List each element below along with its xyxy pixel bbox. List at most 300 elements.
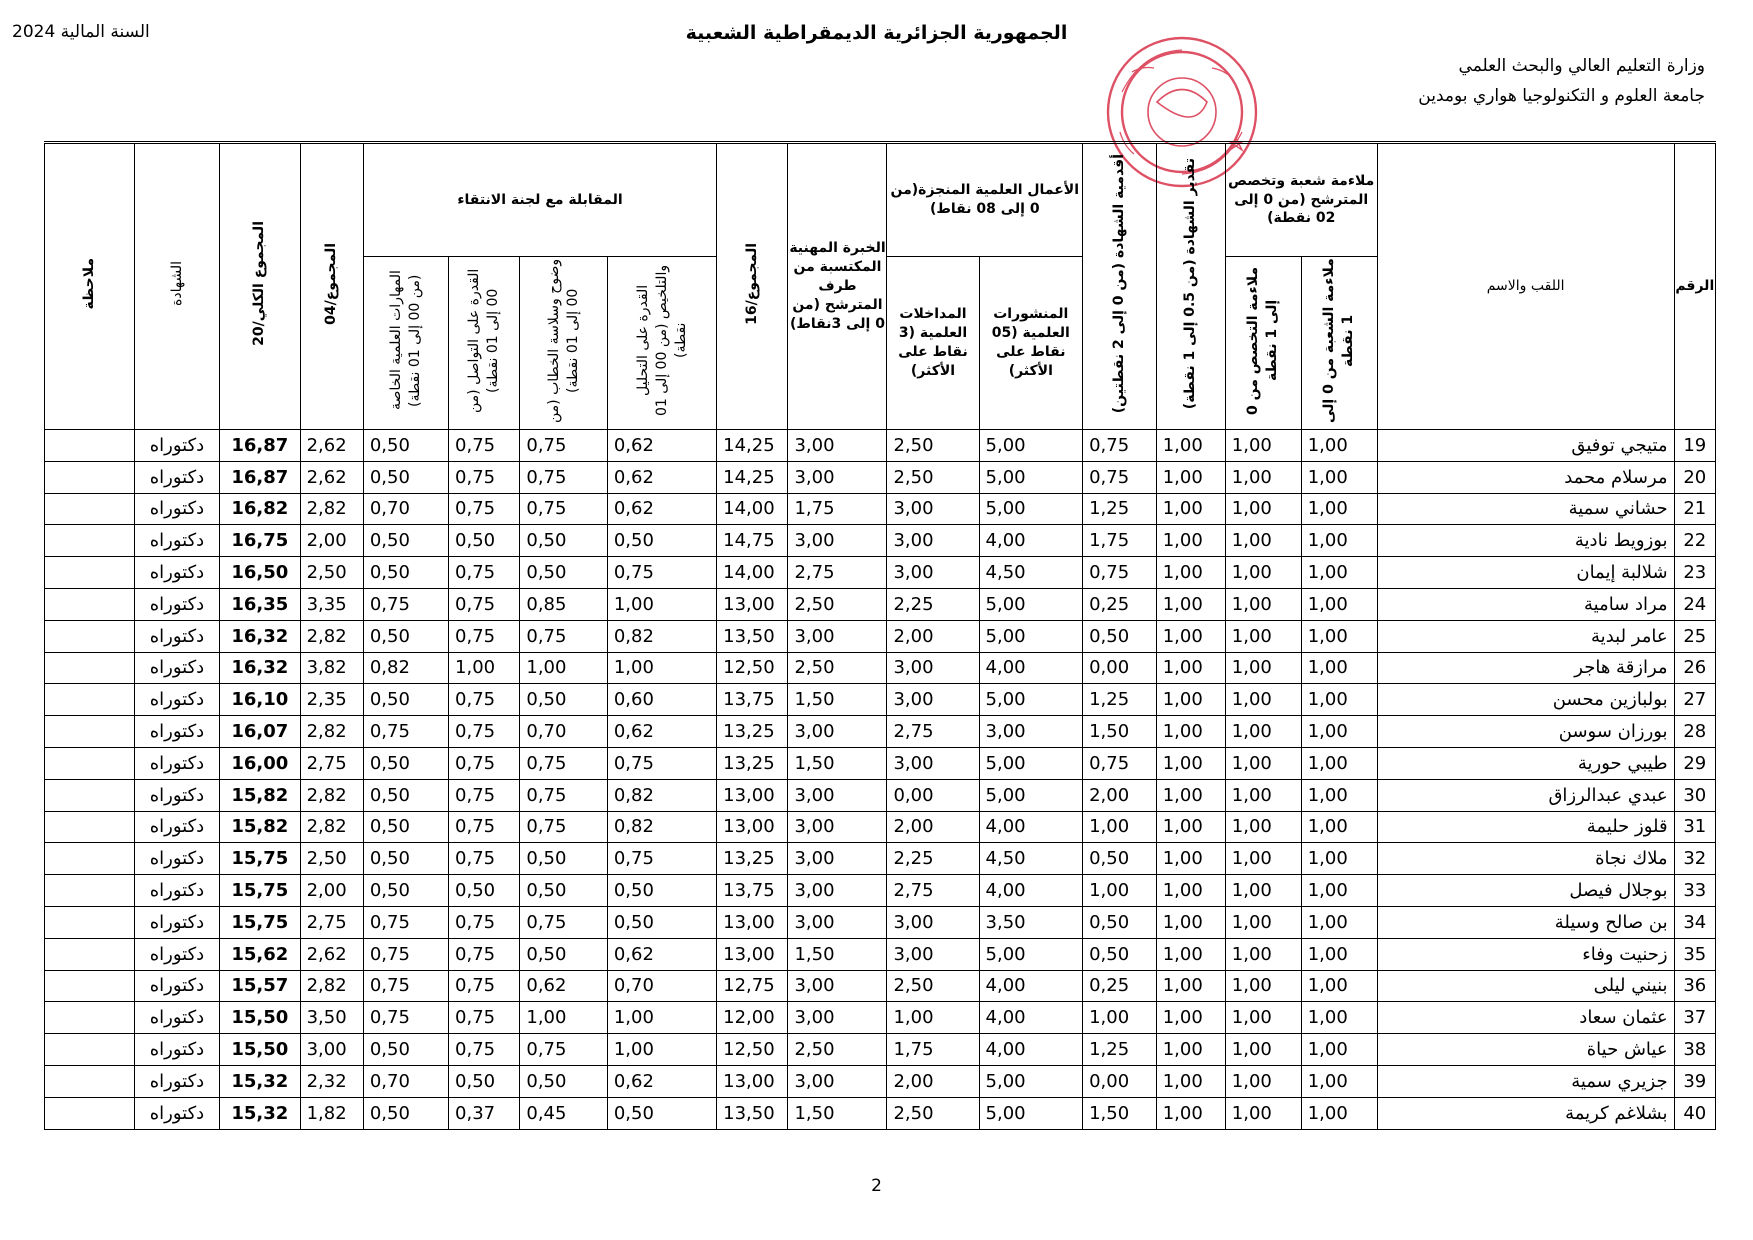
row-experience: 2,50 [788, 588, 887, 620]
row-name: عامر لبدية [1377, 620, 1674, 652]
row-publications: 5,00 [979, 1065, 1083, 1097]
row-communication: 0,75 [449, 493, 520, 525]
row-grand-total: 15,50 [220, 1034, 301, 1066]
row-degree: دكتوراه [134, 461, 219, 493]
row-publications: 4,00 [979, 525, 1083, 557]
row-communication: 0,75 [449, 811, 520, 843]
row-degree-grade: 1,00 [1156, 525, 1225, 557]
row-communications: 2,50 [887, 970, 979, 1002]
row-total04: 2,82 [300, 716, 363, 748]
row-experience: 3,00 [788, 875, 887, 907]
row-total16: 14,25 [717, 461, 788, 493]
row-number: 22 [1674, 525, 1715, 557]
row-grand-total: 15,82 [220, 811, 301, 843]
row-degree-grade: 1,00 [1156, 938, 1225, 970]
row-clarity: 0,75 [520, 779, 607, 811]
row-fit-branch: 1,00 [1301, 970, 1377, 1002]
row-communications: 2,00 [887, 811, 979, 843]
row-analysis: 0,60 [607, 684, 716, 716]
row-number: 29 [1674, 747, 1715, 779]
row-skills: 0,50 [363, 620, 448, 652]
row-fit-branch: 1,00 [1301, 1065, 1377, 1097]
row-degree-seniority: 1,75 [1083, 525, 1157, 557]
row-experience: 2,75 [788, 557, 887, 589]
row-number: 26 [1674, 652, 1715, 684]
row-grand-total: 16,32 [220, 652, 301, 684]
row-clarity: 0,45 [520, 1097, 607, 1129]
row-communications: 2,50 [887, 1097, 979, 1129]
row-name: بوجلال فيصل [1377, 875, 1674, 907]
row-communications: 3,00 [887, 684, 979, 716]
page-number: 2 [871, 1176, 882, 1196]
row-degree: دكتوراه [134, 970, 219, 1002]
row-analysis: 0,62 [607, 938, 716, 970]
row-analysis: 0,62 [607, 493, 716, 525]
header-communication: القدرة على التواصل (من 00 إلى 01 نقطة) [449, 257, 520, 430]
row-note [45, 779, 135, 811]
row-grand-total: 15,32 [220, 1097, 301, 1129]
row-degree-grade: 1,00 [1156, 461, 1225, 493]
row-grand-total: 16,75 [220, 525, 301, 557]
row-number: 30 [1674, 779, 1715, 811]
row-grand-total: 16,87 [220, 461, 301, 493]
row-communication: 0,75 [449, 430, 520, 462]
row-publications: 4,00 [979, 652, 1083, 684]
row-communication: 0,75 [449, 1002, 520, 1034]
row-skills: 0,50 [363, 1097, 448, 1129]
table-row [45, 779, 1716, 811]
row-experience: 3,00 [788, 461, 887, 493]
row-fit-specialty: 1,00 [1225, 652, 1301, 684]
row-degree: دكتوراه [134, 747, 219, 779]
row-note [45, 525, 135, 557]
row-total16: 13,00 [717, 906, 788, 938]
row-grand-total: 16,32 [220, 620, 301, 652]
header-experience: الخبرة المهنية المكتسبة من طرف المترشح (من 0 إلى 3نقاط) [788, 143, 887, 430]
row-total16: 13,75 [717, 875, 788, 907]
row-publications: 5,00 [979, 493, 1083, 525]
row-publications: 4,00 [979, 811, 1083, 843]
row-fit-specialty: 1,00 [1225, 620, 1301, 652]
row-grand-total: 15,75 [220, 906, 301, 938]
row-name: حشاني سمية [1377, 493, 1674, 525]
row-total16: 13,50 [717, 620, 788, 652]
row-fit-branch: 1,00 [1301, 620, 1377, 652]
row-fit-specialty: 1,00 [1225, 811, 1301, 843]
row-number: 20 [1674, 461, 1715, 493]
table-row [45, 1002, 1716, 1034]
row-degree-seniority: 0,75 [1083, 557, 1157, 589]
row-grand-total: 16,00 [220, 747, 301, 779]
row-degree-seniority: 0,75 [1083, 430, 1157, 462]
table-row [45, 747, 1716, 779]
header-fit-branch: ملاءمة الشعبة من 0 إلى 1 نقطة [1301, 257, 1377, 430]
row-fit-specialty: 1,00 [1225, 588, 1301, 620]
row-name: متيجي توفيق [1377, 430, 1674, 462]
university-name: جامعة العلوم و التكنولوجيا هواري بومدين [1418, 86, 1705, 106]
row-publications: 5,00 [979, 938, 1083, 970]
row-degree-grade: 1,00 [1156, 652, 1225, 684]
row-degree-grade: 1,00 [1156, 970, 1225, 1002]
row-fit-branch: 1,00 [1301, 461, 1377, 493]
row-communications: 2,00 [887, 1065, 979, 1097]
row-fit-specialty: 1,00 [1225, 557, 1301, 589]
row-note [45, 716, 135, 748]
row-fit-specialty: 1,00 [1225, 970, 1301, 1002]
row-skills: 0,82 [363, 652, 448, 684]
row-fit-specialty: 1,00 [1225, 843, 1301, 875]
row-publications: 5,00 [979, 588, 1083, 620]
row-fit-branch: 1,00 [1301, 875, 1377, 907]
row-name: ملاك نجاة [1377, 843, 1674, 875]
row-fit-branch: 1,00 [1301, 811, 1377, 843]
row-communication: 0,75 [449, 906, 520, 938]
row-experience: 3,00 [788, 430, 887, 462]
row-grand-total: 15,75 [220, 875, 301, 907]
table-row [45, 811, 1716, 843]
row-degree-seniority: 1,00 [1083, 875, 1157, 907]
row-note [45, 843, 135, 875]
row-publications: 3,50 [979, 906, 1083, 938]
row-degree-grade: 1,00 [1156, 557, 1225, 589]
row-communications: 3,00 [887, 525, 979, 557]
row-total16: 14,75 [717, 525, 788, 557]
row-fit-specialty: 1,00 [1225, 875, 1301, 907]
table-row [45, 970, 1716, 1002]
row-experience: 3,00 [788, 843, 887, 875]
row-skills: 0,75 [363, 588, 448, 620]
row-fit-branch: 1,00 [1301, 430, 1377, 462]
row-analysis: 0,82 [607, 811, 716, 843]
row-number: 37 [1674, 1002, 1715, 1034]
row-analysis: 0,50 [607, 906, 716, 938]
row-communication: 0,75 [449, 779, 520, 811]
row-communication: 0,75 [449, 684, 520, 716]
row-grand-total: 16,10 [220, 684, 301, 716]
table-row [45, 1065, 1716, 1097]
row-total04: 2,00 [300, 875, 363, 907]
row-skills: 0,50 [363, 843, 448, 875]
row-analysis: 0,75 [607, 747, 716, 779]
row-name: جزيري سمية [1377, 1065, 1674, 1097]
row-publications: 5,00 [979, 620, 1083, 652]
row-name: قلوز حليمة [1377, 811, 1674, 843]
row-total04: 1,82 [300, 1097, 363, 1129]
table-row [45, 716, 1716, 748]
row-communications: 3,00 [887, 557, 979, 589]
row-degree-seniority: 0,00 [1083, 1065, 1157, 1097]
row-clarity: 0,75 [520, 1034, 607, 1066]
row-number: 39 [1674, 1065, 1715, 1097]
row-experience: 3,00 [788, 970, 887, 1002]
row-number: 25 [1674, 620, 1715, 652]
row-communication: 0,50 [449, 875, 520, 907]
row-analysis: 0,62 [607, 716, 716, 748]
row-note [45, 875, 135, 907]
row-skills: 0,50 [363, 557, 448, 589]
row-grand-total: 15,57 [220, 970, 301, 1002]
row-communications: 2,75 [887, 716, 979, 748]
row-name: شلالبة إيمان [1377, 557, 1674, 589]
row-analysis: 0,75 [607, 557, 716, 589]
header-fit-specialty: ملاءمة التخصص من 0 إلى 1 نقطة [1225, 257, 1301, 430]
row-total04: 3,82 [300, 652, 363, 684]
row-degree-seniority: 0,25 [1083, 588, 1157, 620]
row-total04: 2,82 [300, 970, 363, 1002]
header-communications: المداخلات العلمية (3 نقاط على الأكثر) [887, 257, 979, 430]
row-degree-seniority: 0,50 [1083, 620, 1157, 652]
row-total16: 13,25 [717, 843, 788, 875]
row-clarity: 0,85 [520, 588, 607, 620]
row-skills: 0,75 [363, 938, 448, 970]
row-communications: 3,00 [887, 938, 979, 970]
row-degree: دكتوراه [134, 1097, 219, 1129]
header-works-group: الأعمال العلمية المنجزة(من 0 إلى 08 نقاط) [887, 143, 1083, 257]
row-publications: 4,50 [979, 843, 1083, 875]
row-note [45, 811, 135, 843]
row-clarity: 0,50 [520, 938, 607, 970]
row-grand-total: 16,35 [220, 588, 301, 620]
row-degree: دكتوراه [134, 1002, 219, 1034]
row-analysis: 0,82 [607, 620, 716, 652]
row-name: عياش حياة [1377, 1034, 1674, 1066]
row-clarity: 0,75 [520, 493, 607, 525]
row-note [45, 684, 135, 716]
row-degree-seniority: 1,50 [1083, 716, 1157, 748]
row-note [45, 906, 135, 938]
row-skills: 0,50 [363, 747, 448, 779]
row-analysis: 1,00 [607, 652, 716, 684]
row-name: طيبي حورية [1377, 747, 1674, 779]
row-fit-branch: 1,00 [1301, 652, 1377, 684]
row-experience: 3,00 [788, 620, 887, 652]
fiscal-year: السنة المالية 2024 [12, 22, 150, 42]
row-number: 40 [1674, 1097, 1715, 1129]
header-degree: الشهادة [134, 143, 219, 430]
row-number: 38 [1674, 1034, 1715, 1066]
row-fit-branch: 1,00 [1301, 1002, 1377, 1034]
row-fit-specialty: 1,00 [1225, 1097, 1301, 1129]
row-publications: 5,00 [979, 461, 1083, 493]
row-experience: 3,00 [788, 906, 887, 938]
row-note [45, 557, 135, 589]
row-clarity: 1,00 [520, 652, 607, 684]
row-degree: دكتوراه [134, 493, 219, 525]
row-skills: 0,75 [363, 906, 448, 938]
row-communication: 0,37 [449, 1097, 520, 1129]
row-skills: 0,75 [363, 716, 448, 748]
row-degree-seniority: 1,25 [1083, 684, 1157, 716]
row-number: 36 [1674, 970, 1715, 1002]
row-degree-seniority: 1,50 [1083, 1097, 1157, 1129]
table-row [45, 684, 1716, 716]
row-degree-grade: 1,00 [1156, 747, 1225, 779]
row-note [45, 652, 135, 684]
row-experience: 2,50 [788, 1034, 887, 1066]
row-total16: 14,25 [717, 430, 788, 462]
row-total04: 3,35 [300, 588, 363, 620]
header-name: اللقب والاسم [1377, 143, 1674, 430]
row-fit-specialty: 1,00 [1225, 747, 1301, 779]
row-degree: دكتوراه [134, 938, 219, 970]
row-total04: 2,35 [300, 684, 363, 716]
row-publications: 5,00 [979, 430, 1083, 462]
row-note [45, 493, 135, 525]
row-number: 27 [1674, 684, 1715, 716]
row-grand-total: 16,87 [220, 430, 301, 462]
row-degree: دكتوراه [134, 430, 219, 462]
row-note [45, 747, 135, 779]
row-name: بورزان سوسن [1377, 716, 1674, 748]
row-skills: 0,50 [363, 461, 448, 493]
row-fit-branch: 1,00 [1301, 1097, 1377, 1129]
row-clarity: 0,50 [520, 1065, 607, 1097]
row-degree-grade: 1,00 [1156, 779, 1225, 811]
row-note [45, 430, 135, 462]
row-total16: 13,00 [717, 588, 788, 620]
table-row [45, 1034, 1716, 1066]
row-communication: 0,75 [449, 716, 520, 748]
row-communication: 0,75 [449, 747, 520, 779]
row-fit-specialty: 1,00 [1225, 779, 1301, 811]
row-clarity: 0,75 [520, 620, 607, 652]
ministry-name: وزارة التعليم العالي والبحث العلمي [1458, 56, 1705, 76]
row-grand-total: 15,82 [220, 779, 301, 811]
row-grand-total: 15,62 [220, 938, 301, 970]
row-experience: 1,50 [788, 938, 887, 970]
row-name: مراد سامية [1377, 588, 1674, 620]
row-degree: دكتوراه [134, 652, 219, 684]
row-grand-total: 16,82 [220, 493, 301, 525]
row-total04: 2,62 [300, 430, 363, 462]
row-total16: 13,25 [717, 747, 788, 779]
row-number: 28 [1674, 716, 1715, 748]
row-note [45, 1002, 135, 1034]
row-experience: 3,00 [788, 716, 887, 748]
table-row [45, 430, 1716, 462]
row-number: 19 [1674, 430, 1715, 462]
row-degree-seniority: 1,00 [1083, 1002, 1157, 1034]
row-degree-seniority: 2,00 [1083, 779, 1157, 811]
row-fit-specialty: 1,00 [1225, 1002, 1301, 1034]
row-name: مرسلام محمد [1377, 461, 1674, 493]
row-clarity: 0,75 [520, 906, 607, 938]
header-analysis: القدرة على التحليل والتلخيص (من 00 إلى 01 نقطة) [607, 257, 716, 430]
row-communication: 0,50 [449, 1065, 520, 1097]
row-degree-seniority: 0,25 [1083, 970, 1157, 1002]
row-clarity: 0,75 [520, 461, 607, 493]
row-experience: 1,75 [788, 493, 887, 525]
row-experience: 3,00 [788, 525, 887, 557]
row-degree: دكتوراه [134, 525, 219, 557]
row-degree: دكتوراه [134, 684, 219, 716]
row-note [45, 588, 135, 620]
row-fit-branch: 1,00 [1301, 938, 1377, 970]
table-row [45, 875, 1716, 907]
row-total16: 13,25 [717, 716, 788, 748]
row-total04: 2,82 [300, 493, 363, 525]
row-communication: 0,75 [449, 938, 520, 970]
row-total16: 12,75 [717, 970, 788, 1002]
row-number: 33 [1674, 875, 1715, 907]
row-degree-grade: 1,00 [1156, 620, 1225, 652]
row-fit-branch: 1,00 [1301, 779, 1377, 811]
row-degree-grade: 1,00 [1156, 684, 1225, 716]
header-note: ملاحظة [45, 143, 135, 430]
row-communications: 3,00 [887, 652, 979, 684]
row-name: بولبازين محسن [1377, 684, 1674, 716]
row-communications: 2,25 [887, 843, 979, 875]
row-name: بوزويط نادية [1377, 525, 1674, 557]
row-clarity: 0,50 [520, 525, 607, 557]
row-name: بنيني ليلى [1377, 970, 1674, 1002]
row-total04: 2,82 [300, 811, 363, 843]
row-skills: 0,50 [363, 779, 448, 811]
table-row [45, 938, 1716, 970]
row-clarity: 1,00 [520, 1002, 607, 1034]
row-fit-specialty: 1,00 [1225, 684, 1301, 716]
row-experience: 3,00 [788, 1065, 887, 1097]
row-communications: 2,25 [887, 588, 979, 620]
row-publications: 5,00 [979, 747, 1083, 779]
row-communication: 0,75 [449, 588, 520, 620]
row-degree: دكتوراه [134, 906, 219, 938]
row-degree: دكتوراه [134, 875, 219, 907]
row-degree-seniority: 0,75 [1083, 461, 1157, 493]
row-degree-grade: 1,00 [1156, 716, 1225, 748]
row-fit-branch: 1,00 [1301, 747, 1377, 779]
row-communications: 2,00 [887, 620, 979, 652]
row-number: 34 [1674, 906, 1715, 938]
row-fit-branch: 1,00 [1301, 1034, 1377, 1066]
row-clarity: 0,50 [520, 875, 607, 907]
row-total16: 13,50 [717, 1097, 788, 1129]
row-degree: دكتوراه [134, 557, 219, 589]
row-analysis: 0,50 [607, 525, 716, 557]
row-number: 35 [1674, 938, 1715, 970]
row-degree: دكتوراه [134, 811, 219, 843]
row-degree-seniority: 0,50 [1083, 843, 1157, 875]
row-fit-specialty: 1,00 [1225, 716, 1301, 748]
republic-title: الجمهورية الجزائرية الديمقراطية الشعبية [685, 22, 1068, 44]
row-communication: 0,75 [449, 620, 520, 652]
row-clarity: 0,50 [520, 684, 607, 716]
row-experience: 2,50 [788, 652, 887, 684]
row-total04: 2,62 [300, 938, 363, 970]
row-experience: 3,00 [788, 1002, 887, 1034]
row-communication: 1,00 [449, 652, 520, 684]
row-total16: 14,00 [717, 557, 788, 589]
row-communications: 1,00 [887, 1002, 979, 1034]
row-clarity: 0,75 [520, 811, 607, 843]
row-experience: 3,00 [788, 779, 887, 811]
row-publications: 4,00 [979, 875, 1083, 907]
row-experience: 3,00 [788, 811, 887, 843]
row-communications: 2,75 [887, 875, 979, 907]
row-clarity: 0,75 [520, 430, 607, 462]
row-analysis: 1,00 [607, 588, 716, 620]
row-total04: 2,50 [300, 843, 363, 875]
row-degree-grade: 1,00 [1156, 1002, 1225, 1034]
row-analysis: 0,70 [607, 970, 716, 1002]
row-degree-seniority: 1,00 [1083, 811, 1157, 843]
row-note [45, 1065, 135, 1097]
row-name: عثمان سعاد [1377, 1002, 1674, 1034]
row-total16: 13,00 [717, 1065, 788, 1097]
table-row [45, 525, 1716, 557]
row-name: عبدي عبدالرزاق [1377, 779, 1674, 811]
row-clarity: 0,70 [520, 716, 607, 748]
